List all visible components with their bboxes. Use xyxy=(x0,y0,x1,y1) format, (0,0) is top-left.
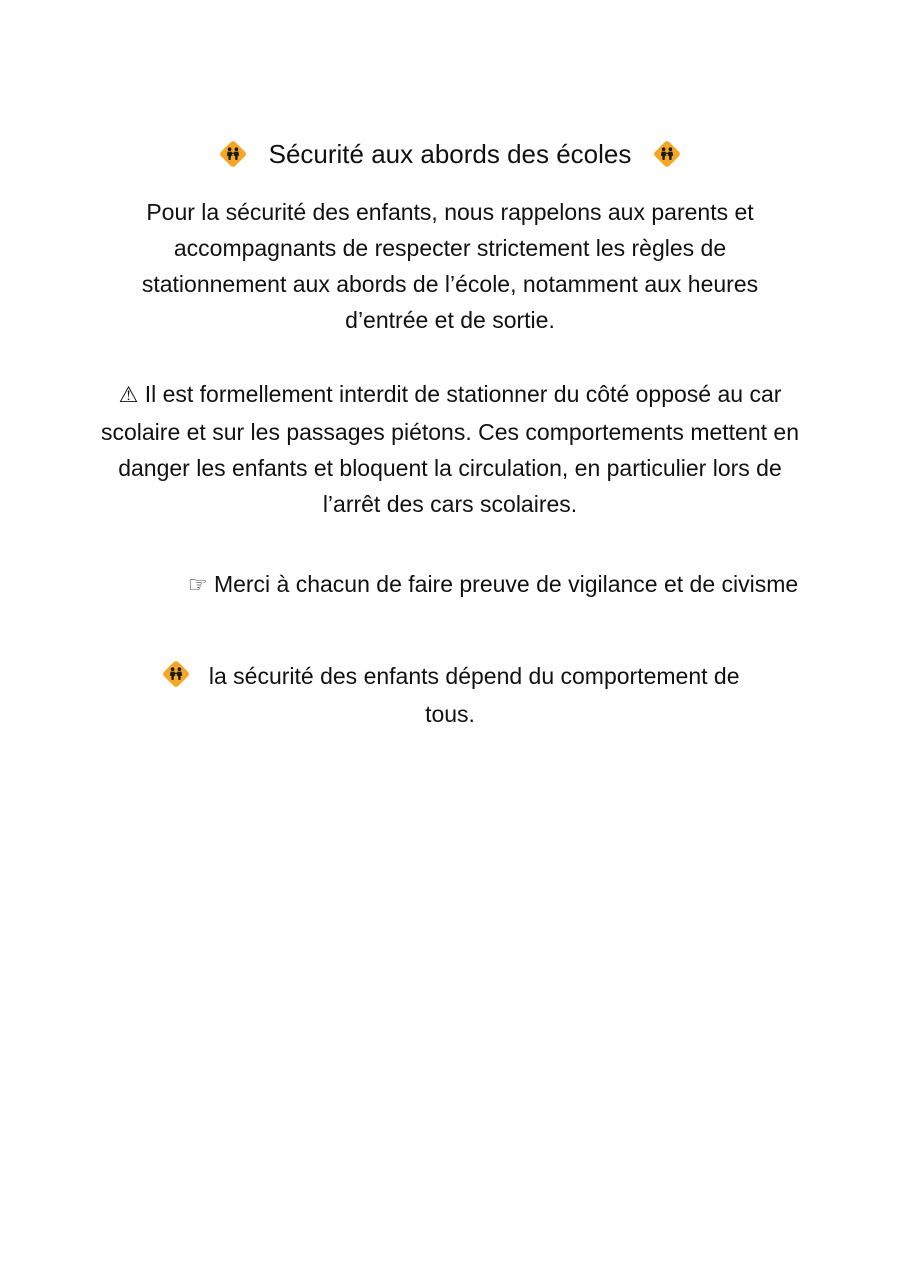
intro-paragraph: Pour la sécurité des enfants, nous rappelons aux parents et accompagnants de respecter strictement les règles de stationnement aux abords de l’école, notamment aux heures d’entrée et de sortie. xyxy=(141,199,759,333)
children-crossing-icon xyxy=(651,138,683,170)
notice-title xyxy=(0,134,900,172)
warning-text: Il est formellement interdit de stationner du côté opposé au car scolaire et sur les passages piétons. Ces comportements mettent en danger les enfants et bloquent la circulation, en particulier lors de l’arrêt des cars scolaires. xyxy=(100,381,799,517)
title-text: Sécurité aux abords des écoles xyxy=(268,139,632,170)
children-crossing-icon xyxy=(160,658,192,690)
pointing-hand-icon: ☞ xyxy=(187,573,208,598)
thanks-paragraph xyxy=(150,566,800,604)
children-crossing-icon xyxy=(217,138,249,170)
warning-icon: ⚠ xyxy=(118,383,139,408)
thanks-text: Merci à chacun de faire preuve de vigilance et de civisme xyxy=(213,571,799,597)
warning-paragraph xyxy=(100,376,800,522)
closing-paragraph xyxy=(140,657,760,733)
closing-text: la sécurité des enfants dépend du comportement de tous. xyxy=(208,663,740,727)
